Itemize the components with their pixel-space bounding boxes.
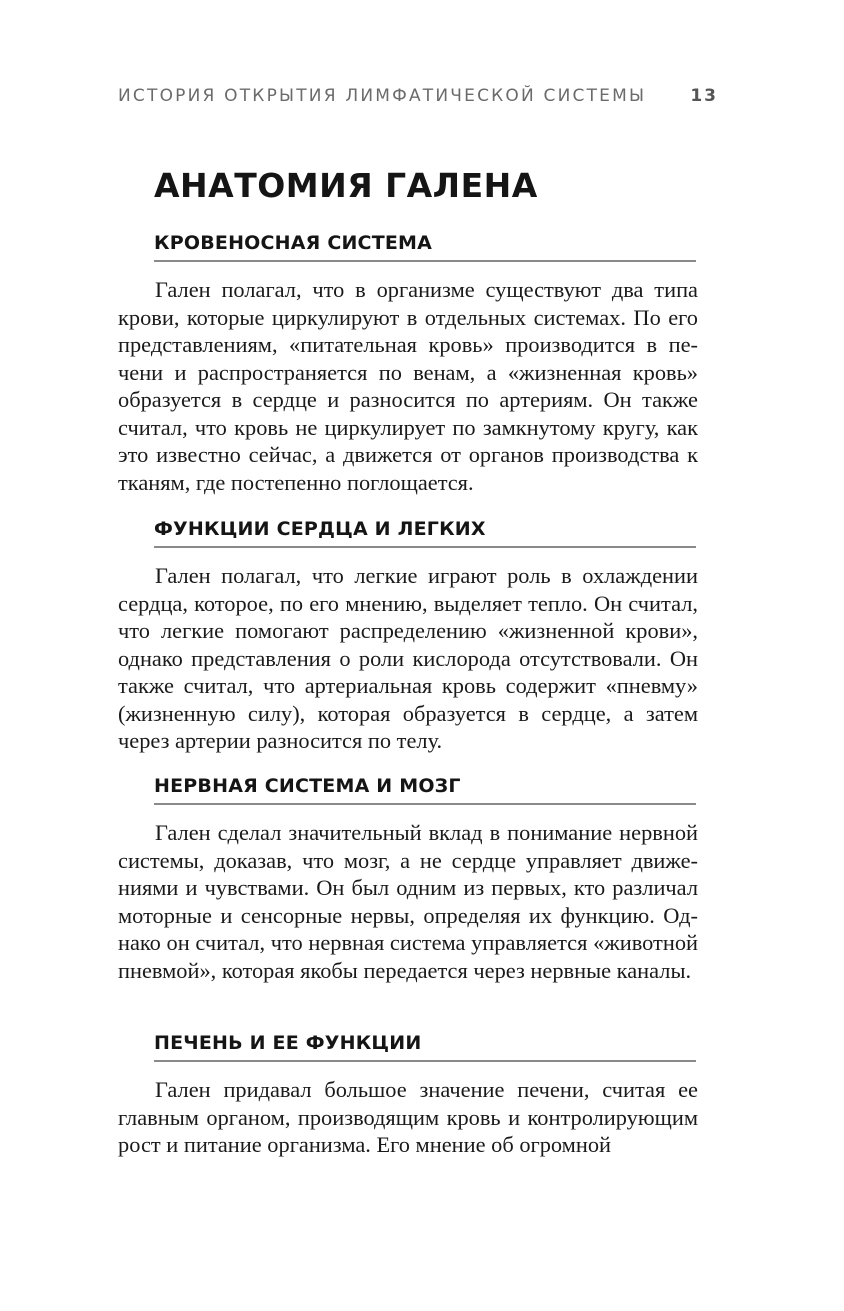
section-heading: ПЕЧЕНЬ И ЕЕ ФУНКЦИИ — [154, 1032, 696, 1062]
section-body: Гален полагал, что легкие играют роль в охлаждении сердца, которое, по его мнению, выделяет тепло. Он считал, что легкие помогают распределению «жизненной крови», однако представления о роли кислорода отсутствовали. Он также считал, что артериальная кровь содержит «пневму» (жизненную силу), которая образуется в сердце, а затем через артерии разносится по телу. — [118, 563, 698, 753]
page-number: 13 — [690, 86, 718, 106]
section-heart-lungs — [118, 518, 698, 755]
section-body: Гален сделал значительный вклад в понимание нервной системы, доказав, что мозг, а не сердце управляет движениями и чувствами. Он был одним из первых, кто различал моторные и сенсорные нервы, определяя их функцию. Однако он считал, что нервная система управляется «животной пневмой», которая якобы передается через нервные каналы. — [118, 820, 698, 983]
section-heading: КРОВЕНОСНАЯ СИСТЕМА — [154, 232, 696, 262]
section-heading: ФУНКЦИИ СЕРДЦА И ЛЕГКИХ — [154, 518, 696, 548]
section-blood-system — [118, 232, 698, 496]
running-head — [118, 86, 718, 108]
chapter-title: АНАТОМИЯ ГАЛЕНА — [154, 166, 538, 205]
section-nervous-system — [118, 775, 698, 984]
section-body: Гален полагал, что в организме существуют два типа крови, которые циркулируют в отдельных системах. По его представлениям, «питательная кровь» производится в печени и распространяется по венам, а «жизненная кровь» образуется в сердце и разносится по артериям. Он также считал, что кровь не циркулирует по замкнутому кругу, как это известно сейчас, а движется от органов производства к тканям, где постепенно поглощается. — [118, 277, 698, 495]
running-head-title: ИСТОРИЯ ОТКРЫТИЯ ЛИМФАТИЧЕСКОЙ СИСТЕМЫ — [118, 86, 647, 106]
section-body: Гален придавал большое значение печени, считая ее главным органом, производящим кровь и контролирующим рост и питание организма. Его мнение об огромной — [118, 1077, 698, 1157]
section-heading: НЕРВНАЯ СИСТЕМА И МОЗГ — [154, 775, 696, 805]
section-liver — [118, 1032, 698, 1159]
